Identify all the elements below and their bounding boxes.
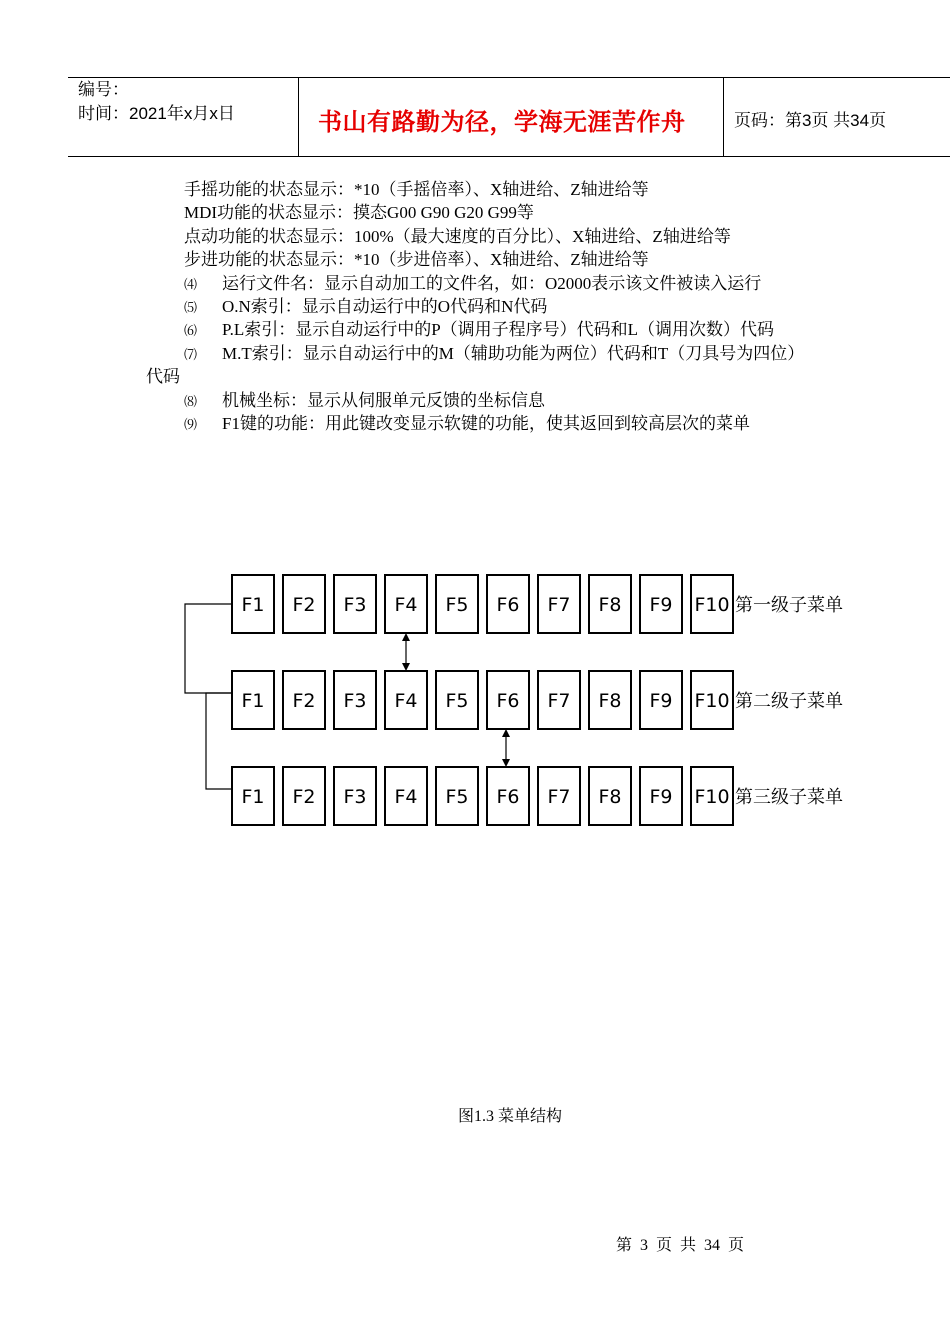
item-number: ⑸ xyxy=(184,300,198,315)
softkey-label: F7 xyxy=(547,690,571,712)
softkey-label: F7 xyxy=(547,786,571,808)
softkey-label: F6 xyxy=(496,690,520,712)
softkey-label: F7 xyxy=(547,594,571,616)
menu-structure-diagram xyxy=(0,560,950,840)
item-text: 机械坐标：显示从伺服单元反馈的坐标信息 xyxy=(222,390,545,410)
item-text: M.T索引：显示自动运行中的M（辅助功能为两位）代码和T（刀具号为四位） xyxy=(222,343,805,363)
softkey-label: F8 xyxy=(598,594,622,616)
item-number: ⑼ xyxy=(184,417,198,432)
arrow-head-up xyxy=(502,729,510,737)
list-item xyxy=(184,389,545,413)
softkey-label: F9 xyxy=(649,786,673,808)
softkey-label: F10 xyxy=(694,786,730,808)
header-motto: 书山有路勤为径，学海无涯苦作舟 xyxy=(318,108,686,136)
header-divider xyxy=(298,78,299,156)
arrow-head-down xyxy=(502,759,510,767)
list-item xyxy=(184,295,547,319)
list-item xyxy=(184,318,774,342)
softkey-label: F8 xyxy=(598,690,622,712)
item-text: F1键的功能：用此键改变显示软键的功能，使其返回到较高层次的菜单 xyxy=(222,414,750,433)
softkey-label: F2 xyxy=(292,690,316,712)
menu-level-label: 第一级子菜单 xyxy=(735,595,843,616)
figure-caption: 图1.3 菜单结构 xyxy=(458,1108,563,1125)
softkey-label: F4 xyxy=(394,786,418,808)
softkey-label: F6 xyxy=(496,786,520,808)
header-divider xyxy=(723,78,724,156)
softkey-label: F10 xyxy=(694,594,730,616)
softkey-label: F4 xyxy=(394,594,418,616)
connector-line xyxy=(185,604,232,693)
header-left xyxy=(78,78,235,126)
item-number: ⑻ xyxy=(184,393,198,409)
connector-line xyxy=(206,693,232,789)
softkey-label: F6 xyxy=(496,594,520,616)
number-label: 编号： xyxy=(78,80,129,99)
item-text: 运行文件名：显示自动加工的文件名，如：O2000表示该文件被读入运行 xyxy=(222,273,762,293)
softkey-label: F3 xyxy=(343,690,367,712)
item-number: ⑹ xyxy=(184,323,198,339)
softkey-label: F5 xyxy=(445,594,469,616)
list-item xyxy=(184,342,804,366)
arrow-head-down xyxy=(402,663,410,671)
item-text: O.N索引：显示自动运行中的O代码和N代码 xyxy=(222,297,548,316)
paragraph: 手摇功能的状态显示：*10（手摇倍率）、X轴进给、Z轴进给等 xyxy=(184,180,649,199)
softkey-label: F8 xyxy=(598,786,622,808)
softkey-label: F1 xyxy=(241,690,265,712)
page-footer: 第 3 页 共 34 页 xyxy=(616,1237,745,1254)
softkey-label: F10 xyxy=(694,690,730,712)
softkey-label: F5 xyxy=(445,690,469,712)
list-item-continuation: 代码 xyxy=(146,367,180,387)
list-item xyxy=(184,272,761,296)
softkey-label: F9 xyxy=(649,594,673,616)
paragraph: 步进功能的状态显示：*10（步进倍率）、X轴进给、Z轴进给等 xyxy=(184,250,649,270)
softkey-label: F3 xyxy=(343,786,367,808)
arrow-head-up xyxy=(402,633,410,641)
menu-level-label: 第二级子菜单 xyxy=(735,691,843,712)
item-text: P.L索引：显示自动运行中的P（调用子程序号）代码和L（调用次数）代码 xyxy=(222,320,775,340)
softkey-label: F1 xyxy=(241,594,265,616)
item-number: ⑺ xyxy=(184,346,198,362)
softkey-label: F4 xyxy=(394,690,418,712)
softkey-label: F2 xyxy=(292,786,316,808)
item-number: ⑷ xyxy=(184,276,198,292)
page-header xyxy=(68,77,950,157)
softkey-label: F1 xyxy=(241,786,265,808)
softkey-label: F3 xyxy=(343,594,367,616)
softkey-label: F5 xyxy=(445,786,469,808)
list-item xyxy=(184,412,750,436)
softkey-label: F2 xyxy=(292,594,316,616)
time-label: 时间：2021年x月x日 xyxy=(78,104,235,123)
header-page-label: 页码：第3页 共34页 xyxy=(734,111,887,130)
menu-level-label: 第三级子菜单 xyxy=(735,787,843,808)
paragraph: MDI功能的状态显示：摸态G00 G90 G20 G99等 xyxy=(184,203,534,223)
paragraph: 点动功能的状态显示：100%（最大速度的百分比）、X轴进给、Z轴进给等 xyxy=(184,226,731,246)
softkey-label: F9 xyxy=(649,690,673,712)
